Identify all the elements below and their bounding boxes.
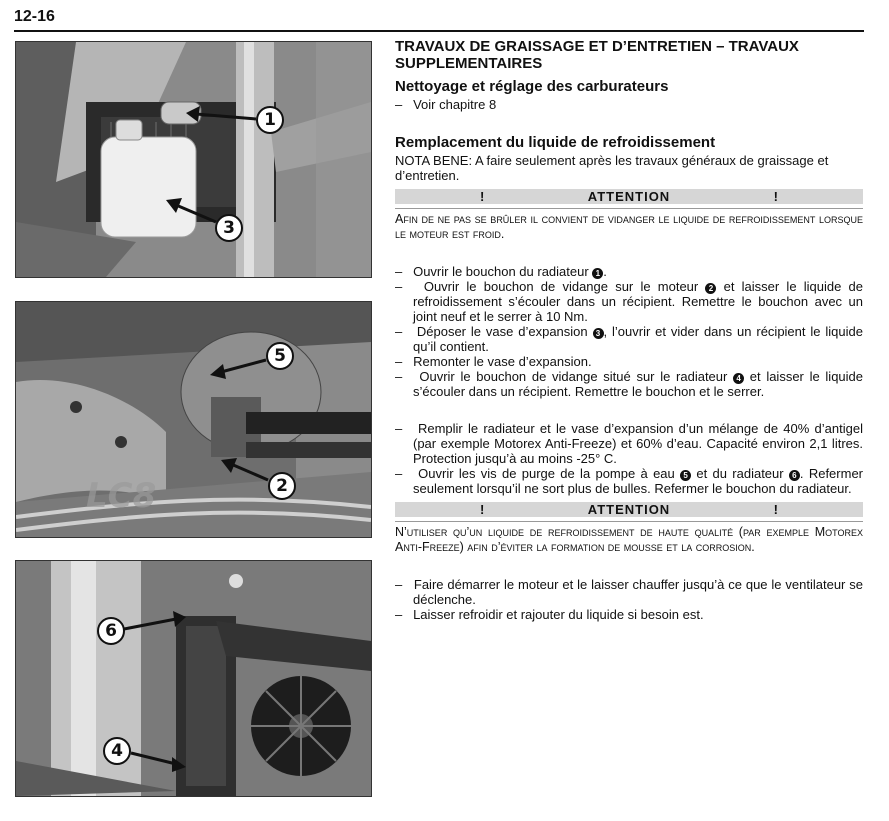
- section-carburettor-heading: Nettoyage et réglage des carburateurs: [395, 78, 669, 95]
- attention-mark-left: !: [480, 189, 485, 204]
- list-item: – Remplir le radiateur et le vase d’expansion d’un mélange de 40% d’antigel (par exemple Motorex Anti-Freeze) et 60% d’eau. Capacité environ 2,1 litres. Protection jusqu’à au moins -25° C.: [395, 421, 863, 466]
- text-column: [395, 38, 863, 622]
- page-title: TRAVAUX DE GRAISSAGE ET D’ENTRETIEN – TRAVAUX SUPPLEMENTAIRES: [395, 38, 799, 72]
- attention-mark-left: !: [480, 502, 485, 517]
- list-item: – Ouvrir le bouchon de vidange sur le moteur 2 et laisser le liquide de refroidissement s’écouler dans un récipient. Remettre le bouchon avec un joint neuf et le serrer à 10 Nm.: [395, 279, 863, 324]
- nota-bene: NOTA BENE: A faire seulement après les travaux généraux de graissage et d’entretien.: [395, 153, 829, 183]
- list-item: – Laisser refroidir et rajouter du liquide si besoin est.: [395, 607, 704, 622]
- callout-3: [16, 42, 371, 277]
- warning-text: N’utiliser qu’un liquide de refroidissement de haute qualité (par exemple Motorex Anti-Freeze) afin d’éviter la formation de mousse et la corrosion.: [395, 521, 863, 555]
- callout-4: [16, 561, 371, 796]
- ref-number-icon: 2: [705, 283, 716, 294]
- attention-bar: [395, 189, 863, 204]
- ref-number-icon: 4: [733, 373, 744, 384]
- photo-radiator-cap-expansion-tank: [15, 41, 372, 278]
- section-coolant-heading: Remplacement du liquide de refroidissement: [395, 134, 716, 151]
- list-item: – Faire démarrer le moteur et le laisser chauffer jusqu’à ce que le ventilateur se déclenche.: [395, 577, 863, 607]
- engine-cover-engraving: LC8: [86, 476, 157, 516]
- photo-water-pump: [15, 301, 372, 538]
- ref-number-icon: 5: [680, 470, 691, 481]
- list-item: – Voir chapitre 8: [395, 97, 497, 112]
- attention-label: ATTENTION: [587, 189, 671, 204]
- callout-3-label: 3: [223, 218, 235, 238]
- callout-5-label: 5: [274, 346, 286, 366]
- photo-radiator-fan: [15, 560, 372, 797]
- list-item: – Ouvrir le bouchon de vidange situé sur le radiateur 4 et laisser le liquide s’écouler dans un récipient. Remettre le bouchon et le serrer.: [395, 369, 863, 399]
- attention-mark-right: !: [773, 189, 778, 204]
- attention-bar: [395, 502, 863, 517]
- list-item: – Ouvrir le bouchon du radiateur 1 .: [395, 264, 607, 279]
- page-number: 12-16: [14, 8, 55, 25]
- list-item: – Remonter le vase d’expansion.: [395, 354, 592, 369]
- steps-drain: [395, 264, 863, 399]
- steps-fill: [395, 421, 863, 496]
- attention-label: ATTENTION: [587, 502, 671, 517]
- callout-1-label: 1: [264, 110, 276, 130]
- warning-text: Afin de ne pas se brûler il convient de vidanger le liquide de refroidissement lorsque le moteur est froid.: [395, 208, 863, 242]
- callout-2: [16, 302, 371, 537]
- ref-number-icon: 1: [592, 268, 603, 279]
- callout-4-label: 4: [111, 741, 123, 761]
- list-item: – Déposer le vase d’expansion 3 , l’ouvrir et vider dans un récipient le liquide qu’il contient.: [395, 324, 863, 354]
- ref-number-icon: 6: [789, 470, 800, 481]
- ref-number-icon: 3: [593, 328, 604, 339]
- header-rule: [14, 30, 864, 32]
- steps-finish: [395, 577, 863, 622]
- list-item: – Ouvrir les vis de purge de la pompe à eau 5 et du radiateur 6 . Refermer seulement lorsqu’il ne sort plus de bulles. Refermer le bouchon du radiateur.: [395, 466, 864, 496]
- callout-6-label: 6: [105, 621, 117, 641]
- attention-mark-right: !: [773, 502, 778, 517]
- callout-2-label: 2: [276, 476, 288, 496]
